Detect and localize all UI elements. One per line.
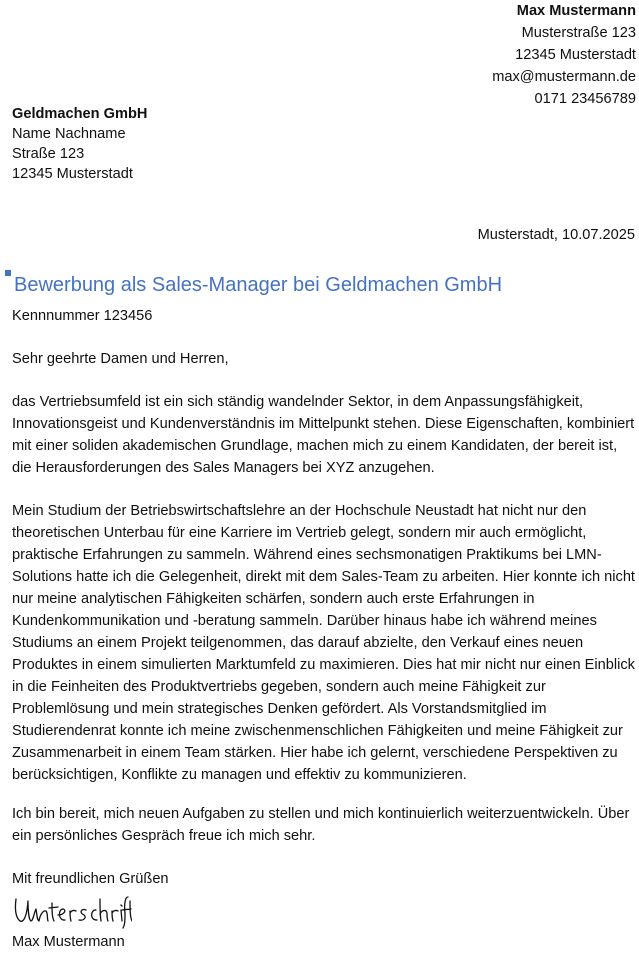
salutation: Sehr geehrte Damen und Herren, (12, 351, 229, 367)
letter-date: Musterstadt, 10.07.2025 (477, 227, 635, 243)
sender-street: Musterstraße 123 (521, 25, 636, 41)
heading-marker-icon (5, 270, 11, 276)
recipient-address-block (12, 104, 147, 184)
sender-phone: 0171 23456789 (534, 91, 636, 107)
recipient-company: Geldmachen GmbH (12, 106, 148, 122)
recipient-city: 12345 Musterstadt (12, 166, 133, 182)
sender-email: max@mustermann.de (492, 69, 636, 85)
signer-name: Max Mustermann (12, 934, 125, 950)
body-paragraph-3: Ich bin bereit, mich neuen Aufgaben zu stellen und mich kontinuierlich weiterzuentwickeln. Über ein persönliches Gespräch freue ich mich sehr. (12, 806, 630, 844)
handwritten-signature (12, 893, 132, 936)
sender-name: Max Mustermann (516, 3, 636, 19)
body-paragraph-1: das Vertriebsumfeld ist ein sich ständig wandelnder Sektor, in dem Anpassungsfähigkeit, Innovationsgeist und Kundenverständnis im Mittelpunkt stehen. Diese Eigenschaften, kombiniert mit einer soliden akademischen Grundlage, machen mich zu einem Kandidaten, der bereit ist, die Herausforderungen des Sales Managers bei XYZ anzugehen. (12, 394, 635, 476)
sender-address-block (492, 0, 636, 110)
recipient-street: Straße 123 (12, 146, 85, 162)
body-paragraph-2: Mein Studium der Betriebswirtschaftslehre an der Hochschule Neustadt hat nicht nur den theoretischen Unterbau für eine Karriere im Vertrieb gelegt, sondern mir auch ermöglicht, praktische Erfahrungen zu sammeln. Während eines sechsmonatigen Praktikums bei LMN-Solutions hatte ich die Gelegenheit, direkt mit dem Sales-Team zu arbeiten. Hier konnte ich nicht nur meine analytischen Fähigkeiten schärfen, sondern auch erste Erfahrungen in Kundenkommunikation und -beratung sammeln. Darüber hinaus habe ich während meines Studiums an einem Projekt teilgenommen, das darauf abzielte, den Verkauf eines neuen Produktes in einem simulierten Marktumfeld zu maximieren. Dies hat mir nicht nur einen Einblick in die Feinheiten des Produktvertriebs gegeben, sondern auch meine Fähigkeit zur Problemlösung und mein strategisches Denken gefördert. Als Vorstandsmitglied im Studierendenrat konnte ich meine zwischenmenschlichen Fähigkeiten und meine Fähigkeit zur Zusammenarbeit in einem Team stärken. Hier habe ich gelernt, verschiedene Perspektiven zu berücksichtigen, Konflikte zu managen und effektiv zu kommunizieren. (12, 503, 635, 783)
closing-phrase: Mit freundlichen Grüßen (12, 871, 169, 887)
letter-subject: Bewerbung als Sales-Manager bei Geldmachen GmbH (14, 274, 503, 296)
reference-number: Kennnummer 123456 (12, 308, 153, 324)
recipient-contact: Name Nachname (12, 126, 126, 142)
sender-city: 12345 Musterstadt (515, 47, 636, 63)
